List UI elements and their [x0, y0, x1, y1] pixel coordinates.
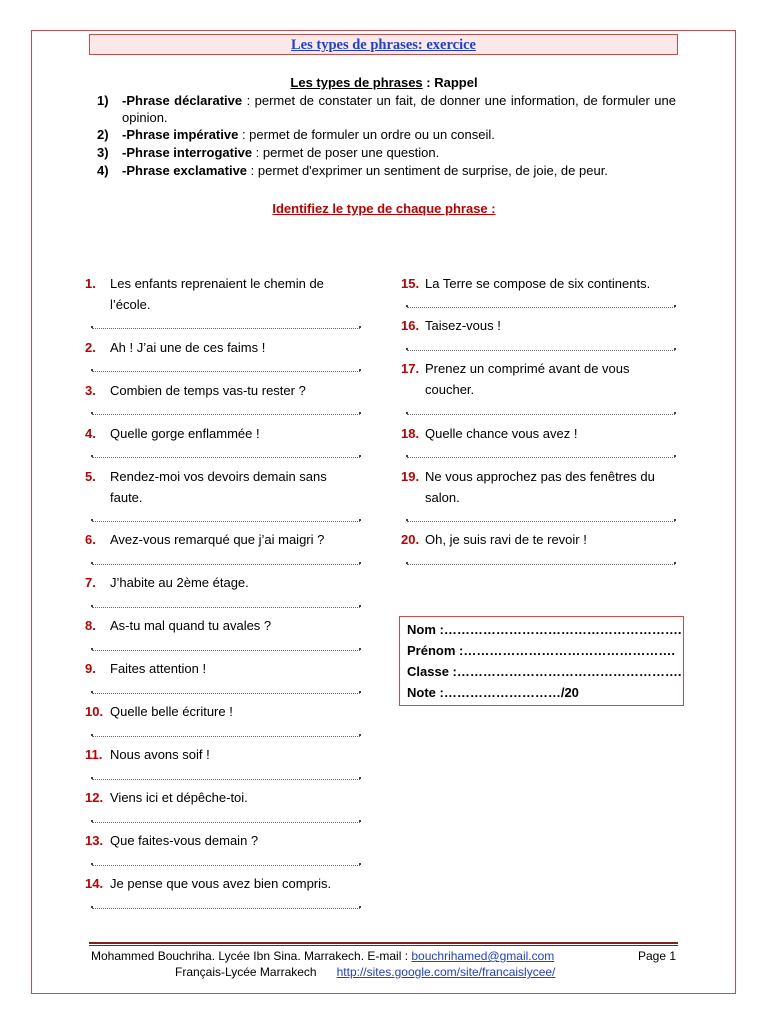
question-text: Faites attention !: [110, 661, 207, 676]
question-number: 13.: [85, 833, 104, 848]
definition-text: : permet de poser une question.: [252, 145, 440, 160]
answer-line-19[interactable]: [407, 521, 675, 522]
answer-line-17[interactable]: [407, 414, 675, 415]
question-number: 6.: [85, 532, 96, 547]
question-text: Les enfants reprenaient le chemin de l’école.: [110, 276, 324, 312]
answer-line-6[interactable]: [92, 564, 360, 565]
footer-divider-thin: [89, 945, 678, 946]
question-number: 3.: [85, 383, 96, 398]
answer-line-20[interactable]: [407, 564, 675, 565]
question-text: Quelle belle écriture !: [110, 704, 233, 719]
definition-number: 4): [97, 163, 109, 178]
classe-field[interactable]: Classe :…………………………………………….: [407, 664, 682, 679]
question-number: 17.: [401, 361, 420, 376]
answer-line-15[interactable]: [407, 307, 675, 308]
question-text: Ne vous approchez pas des fenêtres du salon.: [425, 469, 655, 505]
definition-term: -Phrase impérative: [122, 127, 239, 142]
question-number: 1.: [85, 276, 96, 291]
answer-line-4[interactable]: [92, 457, 360, 458]
definition-number: 1): [97, 93, 109, 108]
footer-page-number: Page 1: [638, 949, 677, 963]
answer-line-14[interactable]: [92, 908, 360, 909]
question-number: 19.: [401, 469, 420, 484]
question-number: 2.: [85, 340, 96, 355]
question-text: Avez-vous remarqué que j’ai maigri ?: [110, 532, 325, 547]
question-number: 8.: [85, 618, 96, 633]
student-info-box: [399, 616, 684, 706]
answer-line-8[interactable]: [92, 650, 360, 651]
definition-text: : permet de formuler un ordre ou un conseil.: [238, 127, 495, 142]
question-text: Oh, je suis ravi de te revoir !: [425, 532, 587, 547]
rappel-heading-underlined: Les types de phrases: [290, 75, 423, 90]
instruction: Identifiez le type de chaque phrase :: [272, 201, 496, 216]
definition-term: -Phrase interrogative: [122, 145, 253, 160]
question-text: Taisez-vous !: [425, 318, 501, 333]
answer-line-9[interactable]: [92, 693, 360, 694]
question-text: Ah ! J’ai une de ces faims !: [110, 340, 266, 355]
question-text: Viens ici et dépêche-toi.: [110, 790, 248, 805]
footer-author: [91, 948, 554, 964]
question-text: Rendez-moi vos devoirs demain sans faute.: [110, 469, 327, 505]
footer-author-text: Mohammed Bouchriha. Lycée Ibn Sina. Marrakech. E-mail :: [91, 949, 412, 963]
answer-line-18[interactable]: [407, 457, 675, 458]
question-text: La Terre se compose de six continents.: [425, 276, 651, 291]
question-number: 15.: [401, 276, 420, 291]
answer-line-7[interactable]: [92, 607, 360, 608]
question-number: 12.: [85, 790, 104, 805]
page-title: Les types de phrases: exercice: [291, 37, 476, 53]
question-text: J’habite au 2ème étage.: [110, 575, 249, 590]
definition-term: -Phrase exclamative: [122, 163, 248, 178]
answer-line-13[interactable]: [92, 865, 360, 866]
question-text: Combien de temps vas-tu rester ?: [110, 383, 306, 398]
answer-line-10[interactable]: [92, 736, 360, 737]
question-number: 11.: [85, 747, 103, 762]
note-field[interactable]: Note :………………………/20: [407, 685, 579, 700]
footer-school: [175, 964, 555, 980]
definition-text: : permet d'exprimer un sentiment de surprise, de joie, de peur.: [247, 163, 608, 178]
question-number: 9.: [85, 661, 96, 676]
question-text: Quelle chance vous avez !: [425, 426, 578, 441]
answer-line-5[interactable]: [92, 521, 360, 522]
answer-line-2[interactable]: [92, 371, 360, 372]
definition-text: : permet de constater un fait, de donner une information, de formuler une opinion.: [122, 93, 676, 125]
question-number: 4.: [85, 426, 96, 441]
footer-url-link[interactable]: http://sites.google.com/site/francaislycee/: [336, 965, 556, 979]
answer-line-12[interactable]: [92, 822, 360, 823]
title-box: [89, 34, 678, 55]
rappel-heading-rest: : Rappel: [422, 75, 478, 90]
nom-field[interactable]: Nom :……………………………………………….: [407, 622, 682, 637]
definition-number: 2): [97, 127, 109, 142]
answer-line-1[interactable]: [92, 328, 360, 329]
question-number: 18.: [401, 426, 420, 441]
answer-line-11[interactable]: [92, 779, 360, 780]
rappel-heading: [0, 75, 768, 90]
answer-line-3[interactable]: [92, 414, 360, 415]
footer-email-link[interactable]: bouchrihamed@gmail.com: [411, 949, 555, 963]
question-text: Prenez un comprimé avant de vous coucher.: [425, 361, 630, 397]
definition-number: 3): [97, 145, 109, 160]
question-text: Quelle gorge enflammée !: [110, 426, 260, 441]
question-text: As-tu mal quand tu avales ?: [110, 618, 272, 633]
question-number: 7.: [85, 575, 96, 590]
question-number: 14.: [85, 876, 104, 891]
question-text: Nous avons soif !: [110, 747, 210, 762]
answer-line-16[interactable]: [407, 350, 675, 351]
question-number: 16.: [401, 318, 420, 333]
prenom-field[interactable]: Prénom :………………………………………….: [407, 643, 675, 658]
footer-school-text: Français-Lycée Marrakech: [175, 965, 317, 979]
question-number: 10.: [85, 704, 104, 719]
question-number: 5.: [85, 469, 96, 484]
question-text: Je pense que vous avez bien compris.: [110, 876, 332, 891]
footer-divider: [89, 942, 678, 944]
question-number: 20.: [401, 532, 420, 547]
definition-term: -Phrase déclarative: [122, 93, 243, 108]
question-text: Que faites-vous demain ?: [110, 833, 259, 848]
